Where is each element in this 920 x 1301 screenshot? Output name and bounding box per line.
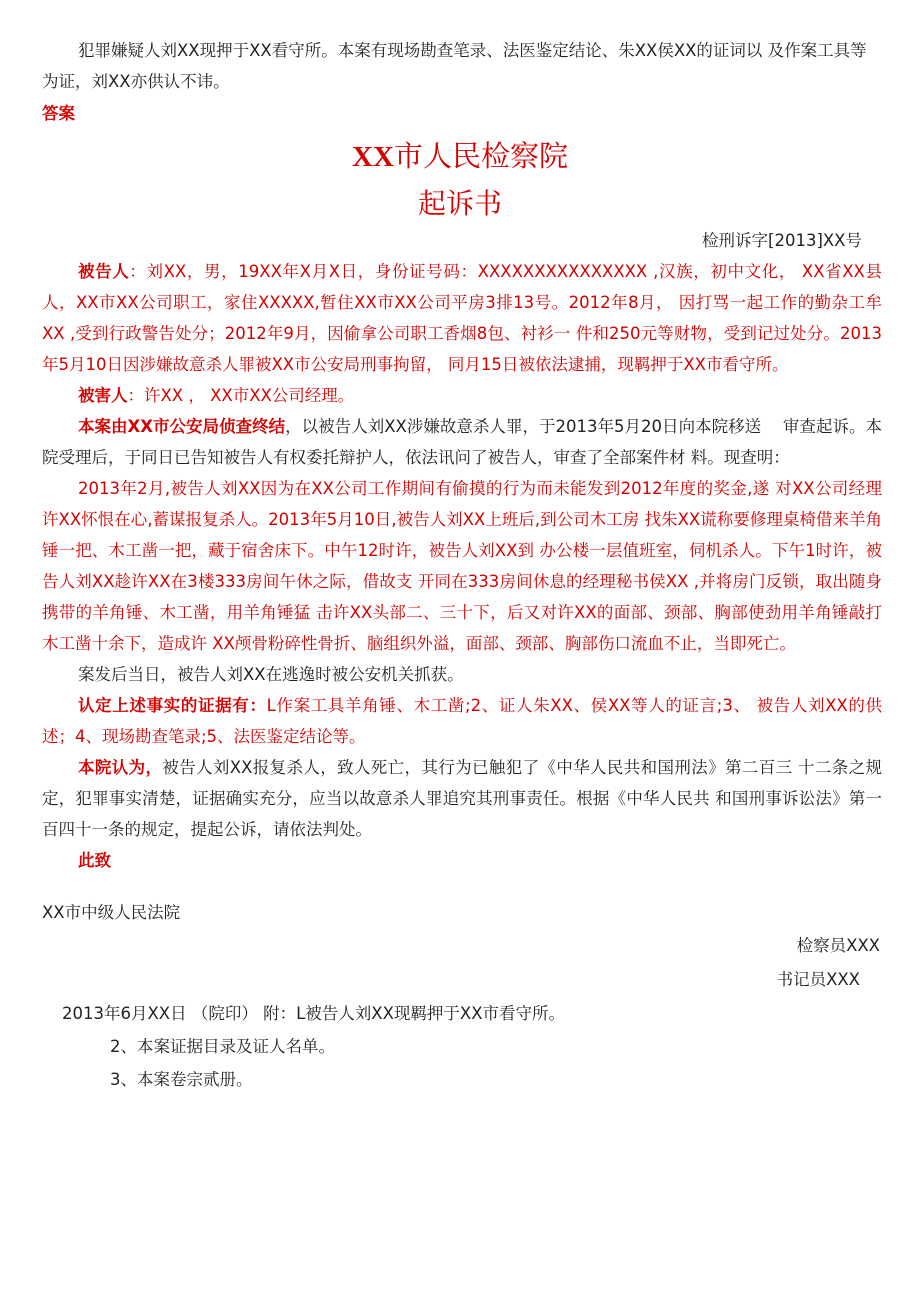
defendant-text: ：刘XX，男，19XX年X月X日，身份证号码：XXXXXXXXXXXXXXX ,汉族，初中文化， XX省XX县人，XX市XX公司职工，家住XXXXX,暂住XX市XX公司平房3排13号。2012年8月， 因打骂一起工作的勤杂工牟XX ,受到行政警告处分；2012年9月，因偷拿公司职工香烟8包、衬衫一 件和250元等财物，受到记过处分。2013年5月10日因涉嫌故意杀人罪被XX市公安局刑事拘留， 同月15日被依法逮捕，现羁押于XX市看守所。 — [42, 262, 882, 374]
clerk-signature: 书记员XXX — [776, 970, 860, 989]
document-subtitle: 起诉书 — [417, 187, 502, 220]
intro-paragraph: 犯罪嫌疑人刘XX现押于XX看守所。本案有现场勘查笔录、法医鉴定结论、朱XX侯XX的证词以 及作案工具等为证，刘XX亦供认不讳。 — [42, 41, 867, 91]
attachment-line-1: 2013年6月XX日 （院印） 附：L被告人刘XX现羁押于XX市看守所。 — [62, 1004, 565, 1023]
arrest-paragraph: 案发后当日，被告人刘XX在逃逸时被公安机关抓获。 — [78, 665, 464, 684]
evidence-text: L作案工具羊角锤、木工凿;2、证人朱XX、侯XX等人的证言;3、 被告人刘XX的供述；4、现场勘查笔录;5、法医鉴定结论等。 — [42, 696, 883, 746]
case-origin-label: 本案由XX市公安局侦查终结 — [78, 417, 286, 436]
title-rest: 市人民检察院 — [393, 141, 568, 173]
victim-paragraph — [42, 380, 882, 411]
facts-paragraph: 2013年2月,被告人刘XX因为在XX公司工作期间有偷摸的行为而未能发到2012年度的奖金,遂 对XX公司经理许XX怀恨在心,蓄谋报复杀人。2013年5月10日,被告人刘XX上班后,到公司木工房 找朱XX谎称要修理桌椅借来羊角锤一把、木工凿一把，藏于宿舍床下。中午12时许，被告人刘XX到 办公楼一层值班室，伺机杀人。下午1时许，被告人刘XX趁许XX在3楼333房间午休之际，借故支 开同在333房间休息的经理秘书侯XX ,并将房门反锁，取出随身携带的羊角锤、木工凿，用羊角锤猛 击许XX头部二、三十下，后又对许XX的面部、颈部、胸部使劲用羊角锤敲打木工凿十余下，造成许 XX颅骨粉碎性骨折、脑组织外溢，面部、颈部、胸部伤口流血不止，当即死亡。 — [42, 479, 882, 653]
evidence-label: 认定上述事实的证据有： — [78, 696, 267, 715]
answer-label: 答案 — [42, 104, 75, 123]
defendant-label: 被告人 — [78, 262, 130, 281]
evidence-paragraph — [42, 690, 882, 752]
defendant-paragraph — [42, 256, 882, 380]
opinion-label: 本院认为， — [78, 758, 163, 777]
closing-salutation: 此致 — [78, 851, 111, 870]
prosecutor-signature: 检察员XXX — [796, 936, 880, 955]
opinion-text: 被告人刘XX报复杀人，致人死亡，其行为已触犯了《中华人民共和国刑法》第二百三 十二条之规定，犯罪事实清楚，证据确实充分，应当以故意杀人罪追究其刑事责任。根据《中华人民共 和国刑事诉讼法》第一百四十一条的规定，提起公诉，请依法判处。 — [42, 758, 882, 839]
victim-text: ：许XX ， XX市XX公司经理。 — [127, 386, 355, 405]
indictment-body — [42, 256, 882, 876]
document-number: 检刑诉字[2013]XX号 — [702, 231, 862, 250]
attachment-line-2: 2、本案证据目录及证人名单。 — [110, 1037, 335, 1056]
court-recipient: XX市中级人民法院 — [42, 903, 181, 922]
case-origin-paragraph — [42, 411, 882, 473]
opinion-paragraph — [42, 752, 882, 845]
case-origin-text: ，以被告人刘XX涉嫌故意杀人罪，于2013年5月20日向本院移送 审查起诉。本院受理后，于同日已告知被告人有权委托辩护人，依法讯问了被告人，审查了全部案件材 料。现查明： — [42, 417, 882, 467]
title-xx: XX — [352, 141, 394, 173]
victim-label: 被害人 — [78, 386, 128, 405]
attachment-line-3: 3、本案卷宗贰册。 — [110, 1070, 253, 1089]
document-title — [0, 134, 920, 175]
